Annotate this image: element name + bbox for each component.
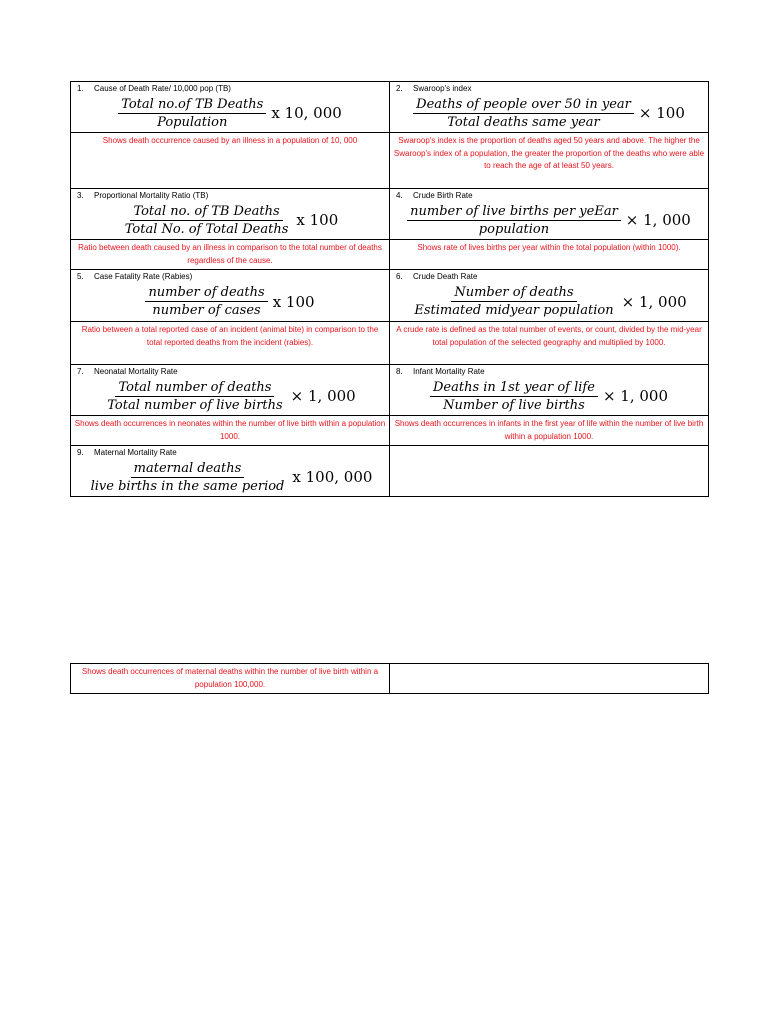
- fraction: [430, 379, 598, 414]
- formula: [390, 377, 708, 415]
- denominator: Total deaths same year: [447, 114, 600, 130]
- table-row: [71, 322, 709, 365]
- fraction: [122, 203, 292, 238]
- table-row: [71, 446, 709, 497]
- description-cell: [71, 322, 390, 365]
- description-cell: [390, 133, 709, 189]
- fraction: [118, 96, 266, 131]
- table-row: [71, 270, 709, 322]
- item-number: 2.: [396, 84, 403, 93]
- multiplier: × 1, 000: [621, 292, 687, 311]
- table-row: [71, 189, 709, 240]
- formula-description: Shows death occurrences of maternal deaths within the number of live birth within a population 100,000.: [81, 667, 379, 689]
- multiplier: × 100: [638, 104, 685, 122]
- description-cell: [71, 133, 390, 189]
- formula-title: Proportional Mortality Ratio (TB): [94, 191, 209, 200]
- numerator: Total number of deaths: [115, 379, 274, 397]
- formula-cell-proportional-mortality-ratio: [71, 189, 390, 240]
- numerator: Number of deaths: [451, 284, 576, 302]
- formula-description: Shows rate of lives births per year within the total population (within 1000).: [417, 243, 681, 252]
- description-cell: [71, 240, 390, 270]
- formula-description: Ratio between a total reported case of an incident (animal bite) in comparison to the total reported deaths from the incident (rabies).: [81, 325, 379, 347]
- formula-title: Case Fatality Rate (Rabies): [94, 272, 193, 281]
- denominator: live births in the same period: [90, 478, 285, 494]
- formula-description: Ratio between death caused by an illness in comparison to the total number of deaths regardless of the cause.: [78, 243, 382, 265]
- fraction: [411, 284, 616, 319]
- fraction: [413, 96, 634, 131]
- item-number: 1.: [77, 84, 84, 93]
- empty-cell: [390, 446, 709, 497]
- numerator: Deaths in 1st year of life: [430, 379, 598, 397]
- denominator: Number of live births: [443, 397, 585, 413]
- formula-cell-crude-birth-rate: [390, 189, 709, 240]
- item-number: 9.: [77, 448, 84, 457]
- multiplier: x 100: [296, 211, 339, 229]
- formula-description: Shows death occurrences in neonates within the number of live birth within a population 1000.: [74, 419, 386, 441]
- fraction: [88, 460, 288, 495]
- formula: [390, 282, 708, 321]
- multiplier: x 100, 000: [292, 468, 373, 486]
- multiplier: x 10, 000: [271, 104, 342, 122]
- formula-title: Swaroop's index: [413, 84, 472, 93]
- formula-cell-swaroops-index: [390, 82, 709, 133]
- formula-cell-crude-death-rate: [390, 270, 709, 322]
- multiplier: × 1, 000: [602, 387, 668, 405]
- numerator: Total no.of TB Deaths: [118, 96, 266, 114]
- numerator: Total no. of TB Deaths: [130, 203, 282, 221]
- formula: [71, 282, 389, 321]
- denominator: population: [478, 221, 550, 237]
- multiplier: × 1, 000: [625, 211, 691, 229]
- formula-title: Crude Death Rate: [413, 272, 478, 281]
- denominator: Total No. of Total Deaths: [124, 221, 289, 237]
- denominator: number of cases: [152, 303, 261, 318]
- table-row: [71, 365, 709, 416]
- formula-title: Cause of Death Rate/ 10,000 pop (TB): [94, 84, 231, 93]
- item-number: 3.: [77, 191, 84, 200]
- formula-description: Shows death occurrences in infants in the first year of life within the number of live birth within a population 1000.: [394, 419, 704, 441]
- denominator: Population: [157, 114, 228, 130]
- table-row: [71, 664, 709, 694]
- item-number: 4.: [396, 191, 403, 200]
- empty-cell: [390, 664, 709, 694]
- description-cell: [71, 664, 390, 694]
- numerator: number of deaths: [145, 284, 267, 302]
- formula-description: Swaroop's index is the proportion of deaths aged 50 years and above. The higher the Swaroop's index of a population, the greater the proportion of the deaths who were able to reach the age of at least 50 years.: [393, 136, 705, 170]
- continuation-table: [70, 663, 709, 694]
- fraction: [104, 379, 285, 414]
- formula: [71, 458, 389, 496]
- multiplier: × 1, 000: [290, 387, 356, 405]
- formula-title: Maternal Mortality Rate: [94, 448, 177, 457]
- formula-cell-case-fatality-rate: [71, 270, 390, 322]
- formula-title: Infant Mortality Rate: [413, 367, 485, 376]
- description-cell: [390, 322, 709, 365]
- formula-cell-cause-of-death-rate: [71, 82, 390, 133]
- formula: [71, 201, 389, 239]
- numerator: Deaths of people over 50 in year: [413, 96, 634, 114]
- description-cell: [390, 416, 709, 446]
- formula-cell-maternal-mortality-rate: [71, 446, 390, 497]
- formula-cell-infant-mortality-rate: [390, 365, 709, 416]
- formula-table: [70, 81, 709, 497]
- formula-cell-neonatal-mortality-rate: [71, 365, 390, 416]
- multiplier: x 100: [272, 292, 315, 311]
- item-number: 6.: [396, 272, 403, 281]
- formula-description: A crude rate is defined as the total number of events, or count, divided by the mid-year total population of the selected geography and multiplied by 1000.: [396, 325, 702, 347]
- formula: [71, 377, 389, 415]
- table-row: [71, 240, 709, 270]
- table-row: [71, 82, 709, 133]
- table-row: [71, 416, 709, 446]
- numerator: maternal deaths: [131, 460, 245, 478]
- fraction: [407, 203, 621, 238]
- formula-title: Neonatal Mortality Rate: [94, 367, 178, 376]
- formula: [390, 201, 708, 239]
- item-number: 5.: [77, 272, 84, 281]
- item-number: 7.: [77, 367, 84, 376]
- table-row: [71, 133, 709, 189]
- denominator: Total number of live births: [107, 397, 283, 413]
- formula-description: Shows death occurrence caused by an illness in a population of 10, 000: [102, 136, 358, 145]
- item-number: 8.: [396, 367, 403, 376]
- description-cell: [390, 240, 709, 270]
- denominator: Estimated midyear population: [414, 303, 614, 318]
- formula-title: Crude Birth Rate: [413, 191, 473, 200]
- formula: [390, 94, 708, 132]
- numerator: number of live births per yeEar: [407, 203, 621, 221]
- description-cell: [71, 416, 390, 446]
- fraction: [145, 284, 267, 319]
- formula: [71, 94, 389, 132]
